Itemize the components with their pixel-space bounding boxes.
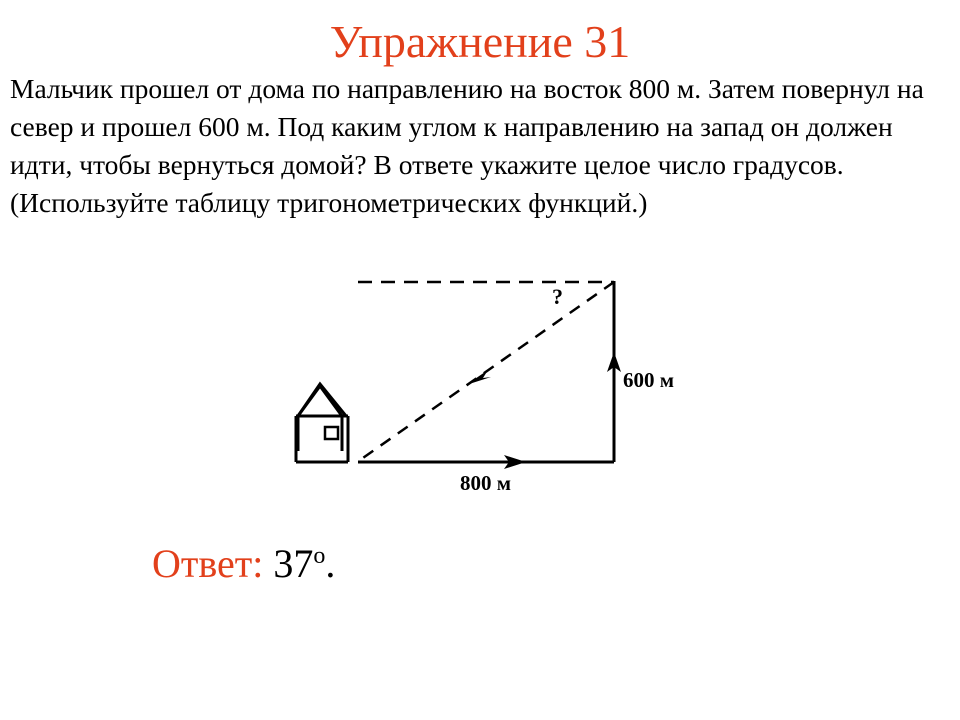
answer-value: 37: [273, 541, 314, 586]
east-distance-label: 800 м: [460, 471, 512, 495]
north-distance-label: 600 м: [623, 368, 675, 392]
exercise-title: Упражнение 31: [329, 16, 631, 67]
problem-text: Мальчик прошел от дома по направлению на восток 800 м. Затем повернул на север и прошел 600 м. Под каким углом к направлению на запад он должен идти, чтобы вернуться домой? В ответе укажите целое число градусов. (Используйте таблицу тригонометрических функций.): [10, 73, 924, 218]
answer: [152, 528, 335, 592]
answer-period: .: [325, 541, 336, 586]
angle-label: ?: [552, 284, 563, 309]
path-diagram: [280, 268, 720, 498]
degree-mark: o: [313, 543, 326, 569]
house-icon: [296, 384, 348, 462]
answer-label: Ответ:: [152, 541, 264, 586]
